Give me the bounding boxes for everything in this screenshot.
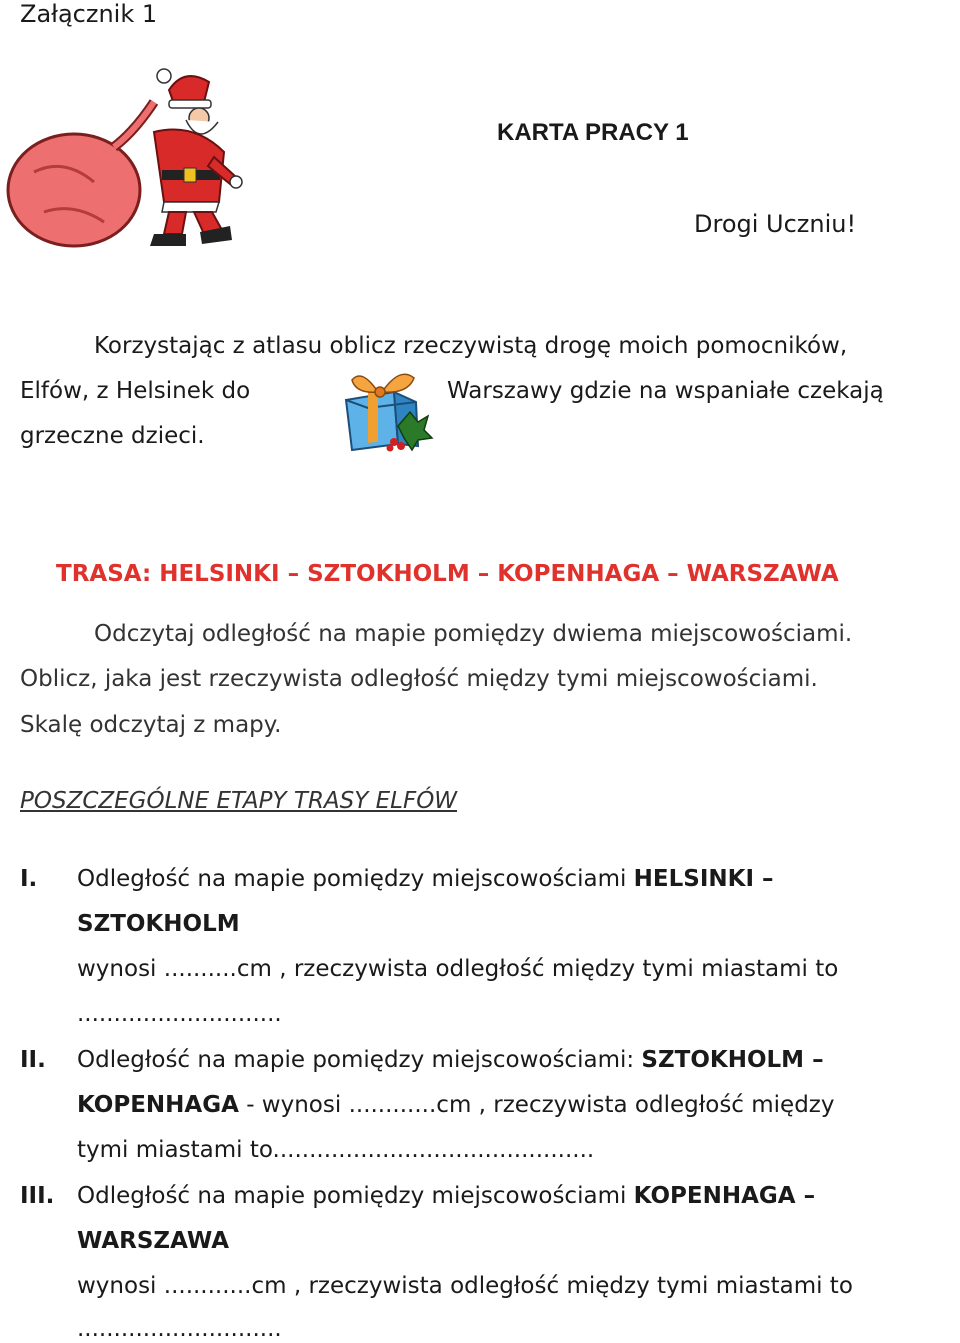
stage-2-cities-a: SZTOKHOLM – — [641, 1047, 824, 1073]
stage-1-line-2: SZTOKHOLM — [77, 911, 240, 937]
intro-line-2a: Elfów, z Helsinek do — [20, 378, 251, 404]
stage-2-cities-b: KOPENHAGA — [77, 1092, 239, 1118]
stage-3-line-3: wynosi ............cm , rzeczywista odległość między tymi miastami to — [77, 1273, 853, 1299]
santa-with-sack-icon — [4, 62, 244, 250]
stage-1-cities-a: HELSINKI – — [633, 866, 774, 892]
stage-numeral: III. — [20, 1183, 55, 1209]
annex-label: Załącznik 1 — [20, 0, 158, 28]
stage-3-line-1 — [77, 1182, 815, 1210]
stage-numeral: II. — [20, 1047, 46, 1073]
worksheet-title: KARTA PRACY 1 — [497, 119, 689, 146]
stage-2-line-2 — [77, 1091, 835, 1119]
stage-3-text: Odległość na mapie pomiędzy miejscowościami — [77, 1183, 634, 1209]
stages-heading: POSZCZEGÓLNE ETAPY TRASY ELFÓW — [20, 788, 458, 814]
stage-3-line-4: ............................ — [77, 1316, 282, 1342]
stage-2-line-3: tymi miastami to............................................ — [77, 1137, 595, 1163]
greeting: Drogi Uczniu! — [694, 210, 857, 238]
stage-1-line-1 — [77, 865, 774, 893]
instruction-line-1: Odczytaj odległość na mapie pomiędzy dwiema miejscowościami. — [94, 621, 853, 647]
stage-2-text: Odległość na mapie pomiędzy miejscowościami: — [77, 1047, 642, 1073]
intro-line-1: Korzystając z atlasu oblicz rzeczywistą drogę moich pomocników, — [94, 333, 848, 359]
stage-2-line-1 — [77, 1046, 824, 1074]
stage-3-line-2: WARSZAWA — [77, 1228, 229, 1254]
stage-numeral: I. — [20, 866, 38, 892]
stage-3-cities-a: KOPENHAGA – — [633, 1183, 816, 1209]
gift-box-icon — [332, 362, 434, 454]
route-heading: TRASA: HELSINKI – SZTOKHOLM – KOPENHAGA – WARSZAWA — [56, 561, 839, 587]
intro-line-2b: Warszawy gdzie na wspaniałe czekają — [447, 378, 884, 404]
instruction-line-2: Oblicz, jaka jest rzeczywista odległość między tymi miejscowościami. — [20, 666, 818, 692]
intro-line-3: grzeczne dzieci. — [20, 423, 205, 449]
instruction-line-3: Skalę odczytaj z mapy. — [20, 712, 282, 738]
stage-1-line-3: wynosi ..........cm , rzeczywista odległość między tymi miastami to — [77, 956, 839, 982]
stage-1-text: Odległość na mapie pomiędzy miejscowościami — [77, 866, 634, 892]
stage-1-line-4: ............................ — [77, 1001, 282, 1027]
stage-2-text-b: - wynosi ............cm , rzeczywista odległość między — [238, 1092, 835, 1118]
